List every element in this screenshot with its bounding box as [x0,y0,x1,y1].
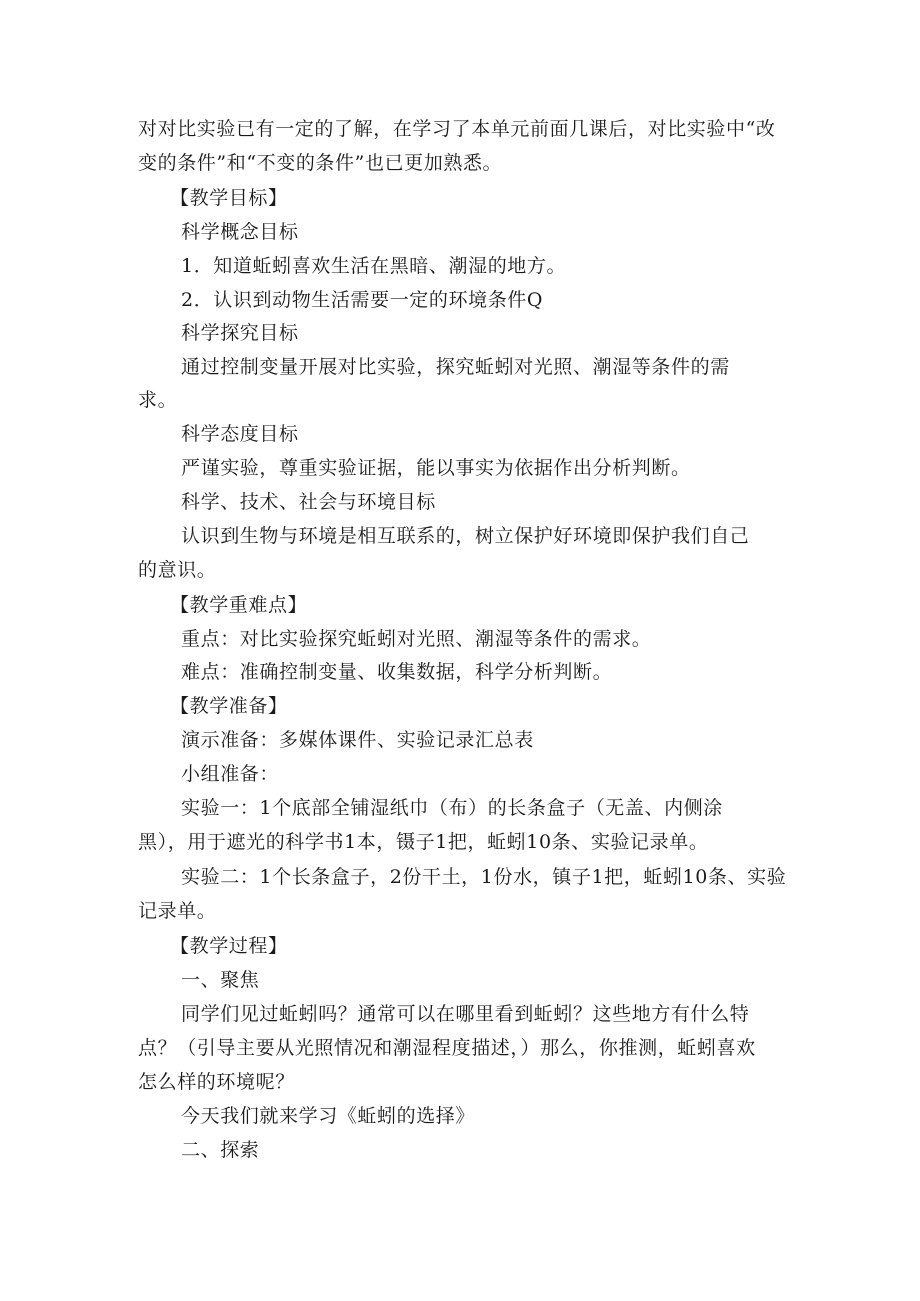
section-heading: 【教学重难点】 [170,594,308,616]
text-line: 求。 [138,389,178,411]
text-line: 难点：准确控制变量、收集数据，科学分析判断。 [181,661,613,683]
text-line: 认识到生物与环境是相互联系的，树立保护好环境即保护我们自己 [181,525,750,547]
text-line: 同学们见过蚯蚓吗？通常可以在哪里看到蚯蚓？这些地方有什么特 [181,1003,750,1025]
text-line: 小组准备： [181,763,280,785]
text-line: 怎么样的环境呢？ [138,1071,295,1093]
text-line: 重点：对比实验探究蚯蚓对光照、潮湿等条件的需求。 [181,628,652,650]
text-line: 通过控制变量开展对比实验，探究蚯蚓对光照、潮湿等条件的需 [181,356,730,378]
list-item: 2．认识到动物生活需要一定的环境条件Q [181,289,544,311]
section-heading: 【教学目标】 [170,187,288,209]
text-line: 科学态度目标 [181,423,299,445]
section-heading: 【教学过程】 [170,935,288,957]
text-line: 科学探究目标 [181,322,299,344]
text-line: 今天我们就来学习《蚯蚓的选择》 [181,1105,476,1127]
text-line: 演示准备：多媒体课件、实验记录汇总表 [181,729,534,751]
text-line: 严谨实验，尊重实验证据，能以事实为依据作出分析判断。 [181,457,691,479]
text-line: 一、聚焦 [181,969,260,991]
text-line: 黑），用于遮光的科学书1本，镊子1把，蚯蚓10条、实验记录单。 [138,831,709,853]
text-line: 实验二：1个长条盒子，2份干土，1份水，镇子1把，蚯蚓10条、实验 [181,866,787,888]
text-line: 记录单。 [138,900,217,922]
list-item: 1．知道蚯蚓喜欢生活在黑暗、潮湿的地方。 [181,255,567,277]
text-line: 的意识。 [138,559,217,581]
text-line: 点？（引导主要从光照情况和潮湿程度描述，）那么，你推测，蚯蚓喜欢 [138,1037,756,1059]
text-line: 二、探索 [181,1139,260,1161]
text-line: 科学概念目标 [181,221,299,243]
text-line: 科学、技术、社会与环境目标 [181,491,436,513]
text-line: 实验一：1个底部全铺湿纸巾（布）的长条盒子（无盖、内侧涂 [181,797,723,819]
text-line: 对对比实验已有一定的了解，在学习了本单元前面几课后，对比实验中“改 [138,118,776,140]
section-heading: 【教学准备】 [170,695,288,717]
text-line: 变的条件”和“不变的条件”也已更加熟悉。 [138,152,503,174]
